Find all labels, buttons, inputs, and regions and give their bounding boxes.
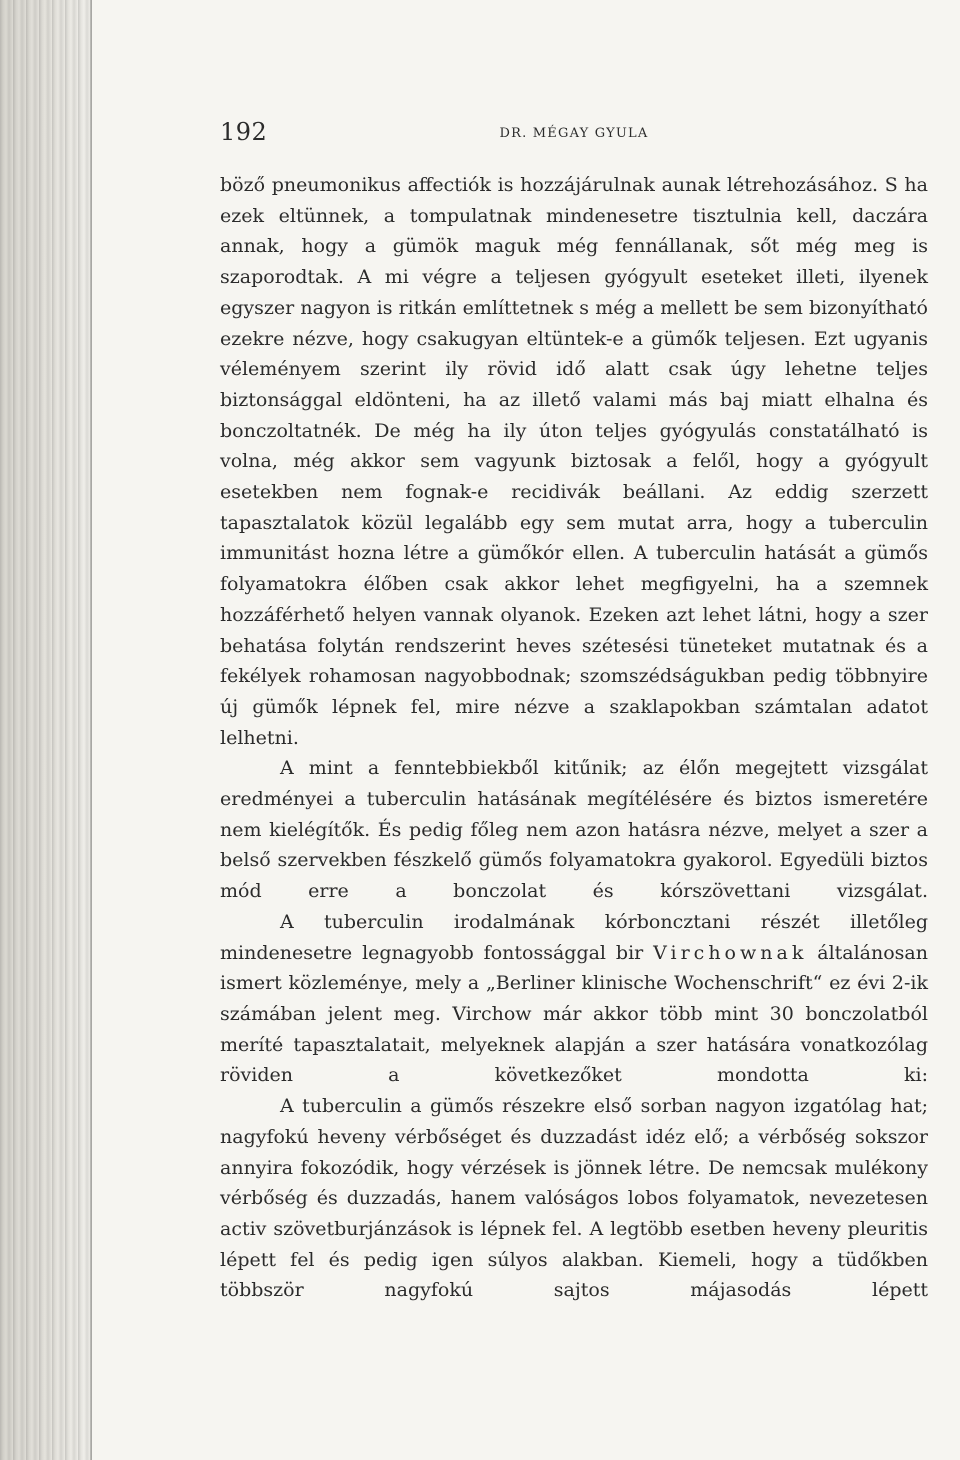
- page-header: [220, 118, 928, 158]
- page-number: 192: [220, 118, 268, 146]
- paragraph-3-text-before: A tuberculin irodalmának kórboncztani részét illetőleg mindenesetre legnagyobb fontossággal bir: [220, 910, 928, 964]
- paragraph-2: A mint a fenntebbiekből kitűnik; az élőn megejtett vizsgálat eredményei a tuberculin hatásának megítélésére és biztos ismeretére nem kielégítők. És pedig főleg nem azon hatásra nézve, melyet a szer a belső szervekben fészkelő gümős folyamatokra gyakorol. Egyedüli biztos mód erre a bonczolat és kórszövettani vizsgálat.: [220, 757, 928, 903]
- body-text: [220, 170, 928, 1306]
- paragraph-3-text-after: általánosan ismert közleménye, mely a „Berliner klinische Wochenschrift“ ez évi 2-ik számában jelent meg. Virchow már akkor több mint 30 bonczolatból meríté tapasztalatait, melyeknek alapján a szer hatására vonatkozólag röviden a következőket mondotta ki:: [220, 941, 928, 1087]
- spaced-author-name: Virchownak: [653, 941, 808, 964]
- paragraph-3: [220, 907, 928, 1091]
- paragraph-1: böző pneumonikus affectiók is hozzájárulnak aunak létrehozásához. S ha ezek eltünnek, a tompulatnak mindenesetre tisztulnia kell, daczára annak, hogy a gümök maguk még fennállanak, sőt még meg is szaporodtak. A mi végre a teljesen gyógyult eseteket illeti, ilyenek egyszer nagyon is ritkán említtetnek s még a mellett be sem bizonyítható ezekre nézve, hogy csakugyan eltüntek-e a gümők teljesen. Ezt ugyanis véleményem szerint ily rövid idő alatt csak úgy lehetne teljes biztonsággal eldönteni, ha az illető valami más baj miatt elhalna és bonczoltatnék. De még ha ily úton teljes gyógyulás constatálható is volna, még akkor sem vagyunk biztosak a felől, hogy a gyógyult esetekben nem fognak-e recidivák beállani. Az eddig szerzett tapasztalatok közül legalább egy sem mutat arra, hogy a tuberculin immunitást hozna létre a gümőkór ellen. A tuberculin hatását a gümős folyamatokra élőben csak akkor lehet megfigyelni, ha a szemnek hozzáférhető helyen vannak olyanok. Ezeken azt lehet látni, hogy a szer behatása folytán rendszerint heves szétesési tüneteket mutatnak és a fekélyek rohamosan nagyobbodnak; szomszédságukban pedig többnyire új gümők lépnek fel, mire nézve a szaklapokban számtalan adatot lelhetni.: [220, 174, 928, 749]
- paragraph-4: A tuberculin a gümős részekre első sorban nagyon izgatólag hat; nagyfokú heveny vérbőséget és duzzadást idéz elő; a vérbőség sokszor annyira fokozódik, hogy vérzések is jönnek létre. De nemcsak mulékony vérbőség és duzzadás, hanem valóságos lobos folyamatok, nevezetesen activ szövetburjánzások is lépnek fel. A legtöbb esetben heveny pleuritis lépett fel és pedig igen súlyos alakban. Kiemeli, hogy a tüdőkben többször nagyfokú sajtos májasodás lépett: [220, 1095, 928, 1302]
- book-binding-edge: [0, 0, 92, 1460]
- book-page: [220, 118, 928, 1306]
- page-gutter-line: [90, 0, 92, 1460]
- running-head: DR. MÉGAY GYULA: [499, 126, 649, 141]
